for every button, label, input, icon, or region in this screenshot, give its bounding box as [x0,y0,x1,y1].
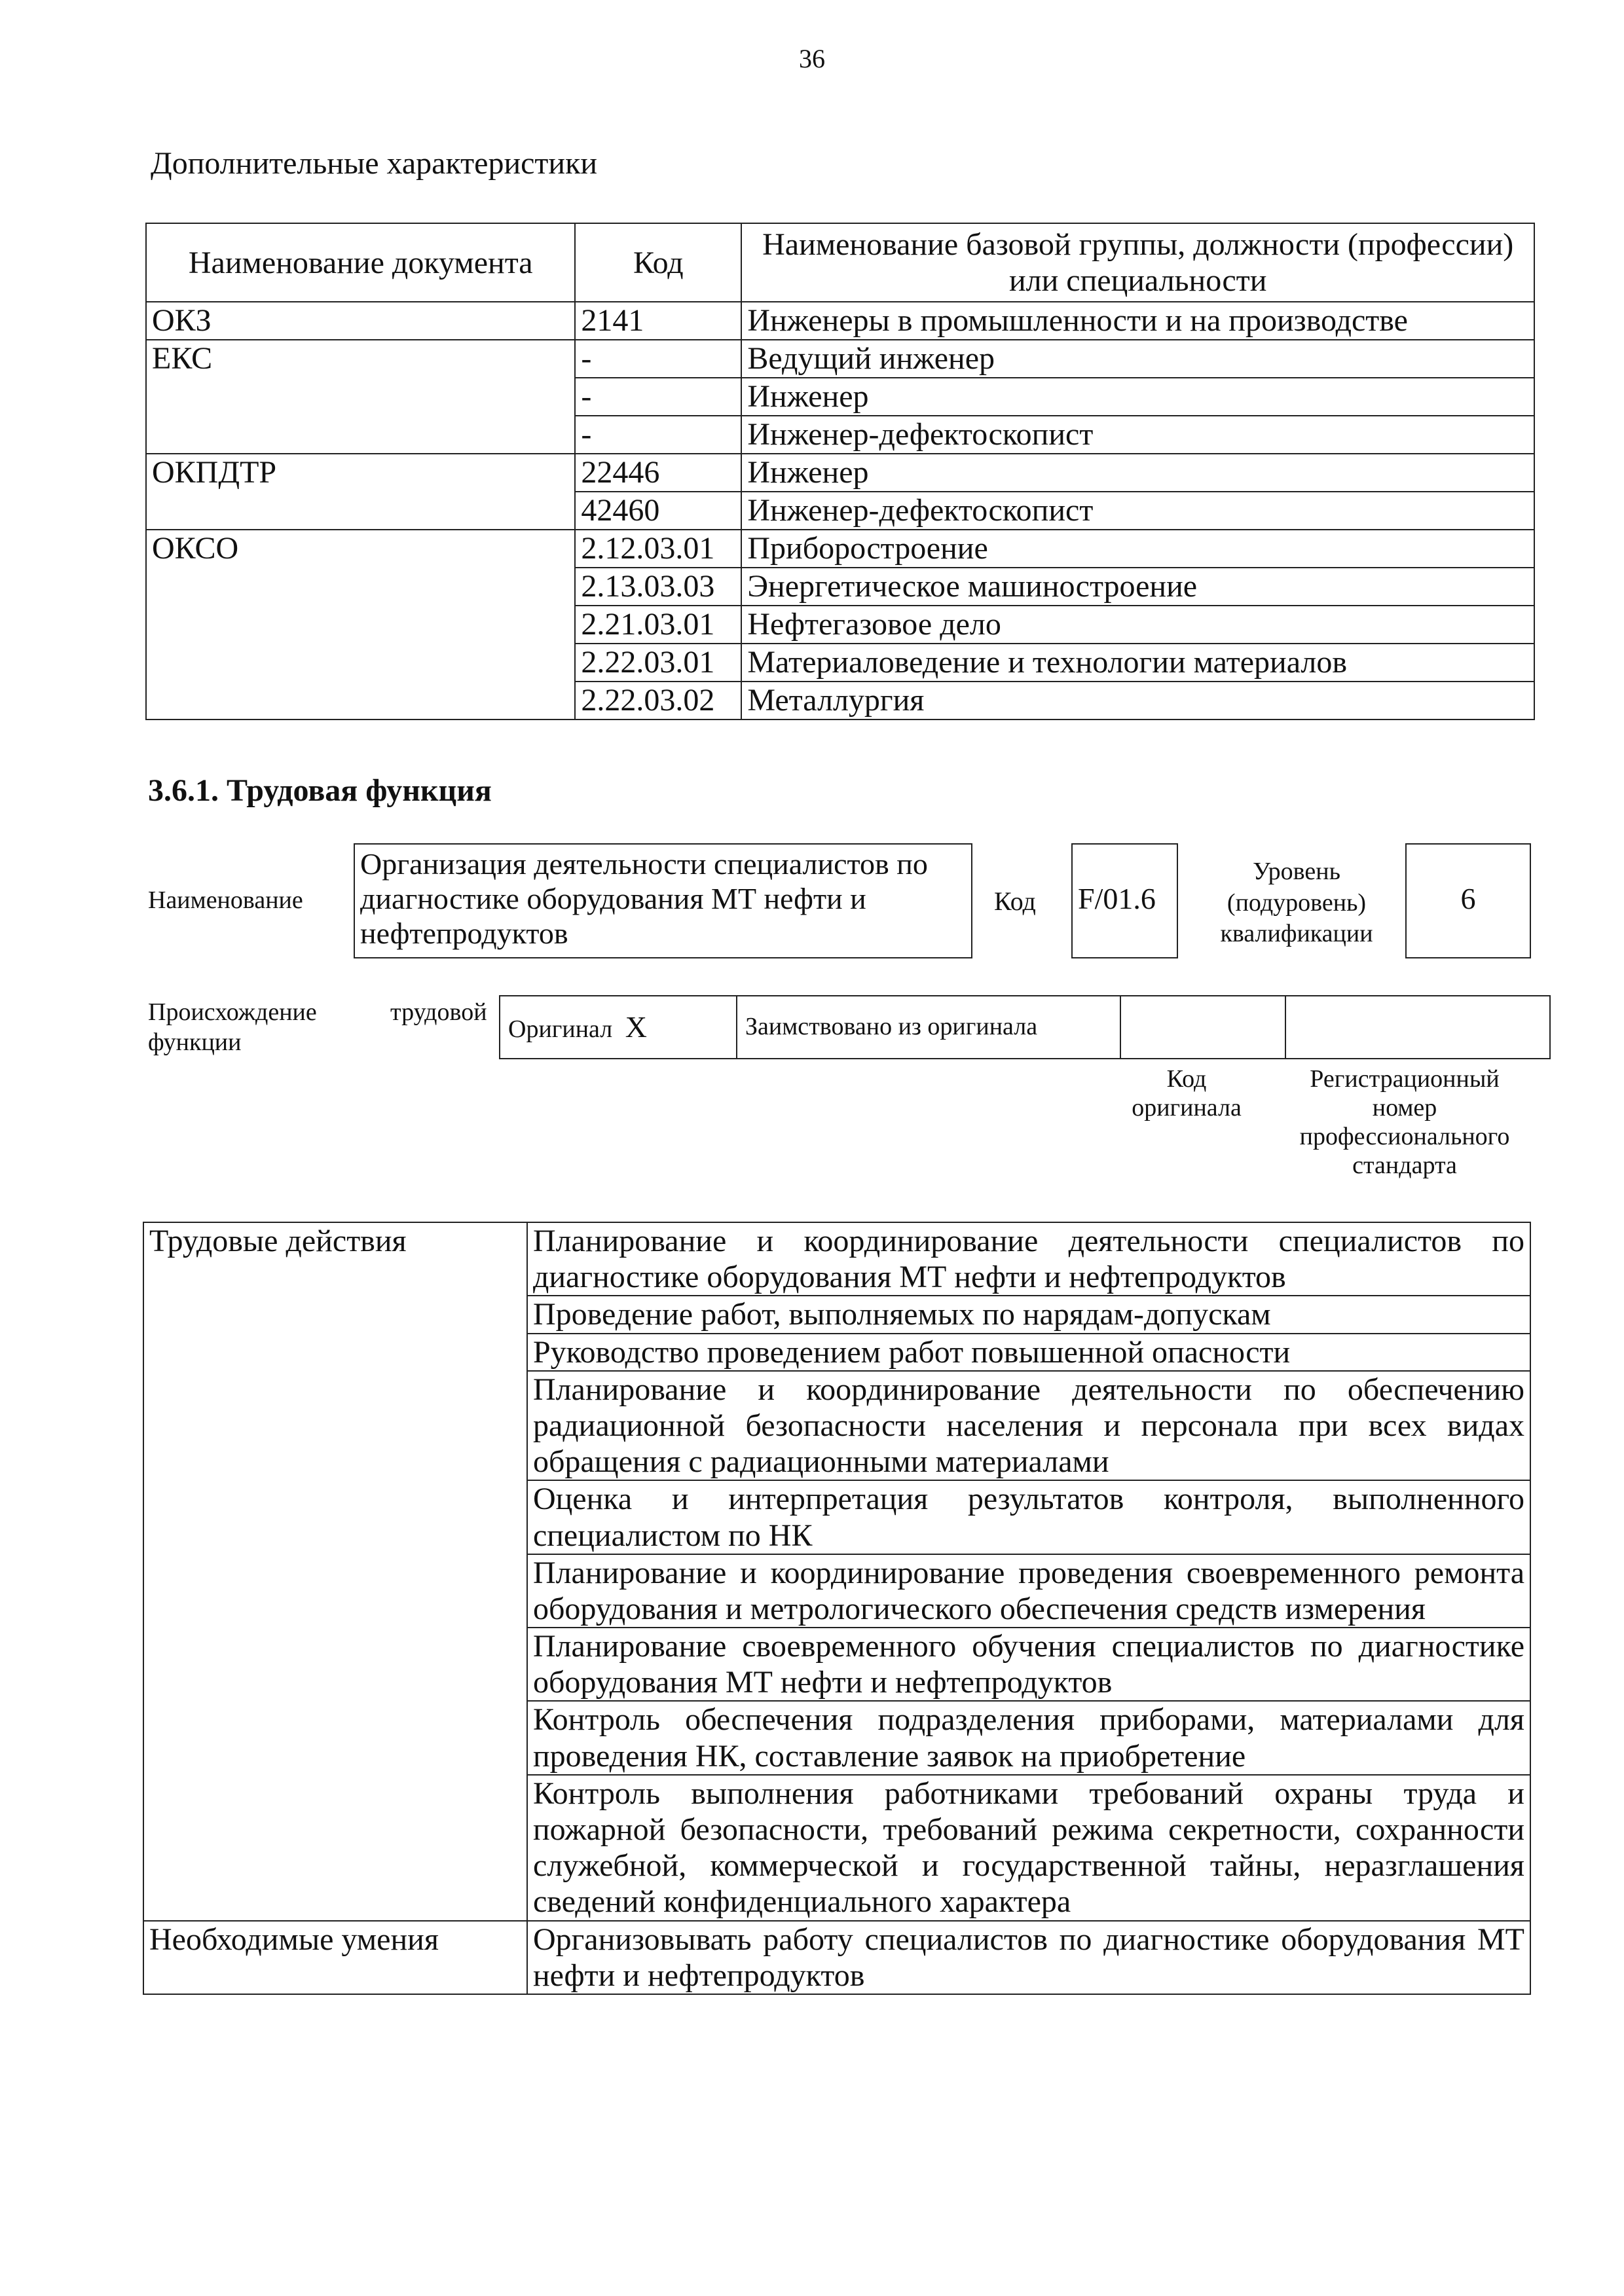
name-cell: Инженер [741,454,1534,492]
origin-table [499,995,1551,1059]
original-code-cell [1120,996,1285,1059]
name-cell: Материаловедение и технологии материалов [741,644,1534,682]
table-row [146,454,1534,492]
origin-borrowed-cell: Заимствовано из оригинала [737,996,1120,1059]
page-number: 36 [799,44,825,73]
empty-label-cell [143,1371,527,1481]
origin-label-part: трудовой [390,998,487,1026]
table-row [143,1628,1530,1701]
code-cell: 2.21.03.01 [575,606,741,644]
table-row [146,340,1534,378]
doc-cell: ОКПДТР [146,454,575,492]
skills-label: Необходимые умения [143,1921,527,1994]
table-row [143,1701,1530,1774]
table-row [146,682,1534,720]
doc-cell [146,568,575,606]
name-cell: Инженер-дефектоскопист [741,416,1534,454]
function-code-box: F/01.6 [1071,843,1178,958]
table-row [146,492,1534,530]
labor-action: Планирование и координирование деятельности по обеспечению радиационной безопасности населения и персонала при всех видах обращения с радиационными материалами [527,1371,1530,1481]
labor-action: Контроль выполнения работниками требований охраны труда и пожарной безопасности, требований режима секретности, сохранности служебной, коммерческой и государственной тайны, неразглашения сведений конфиденциального характера [527,1775,1530,1921]
table-row [146,606,1534,644]
origin-label-part: Происхождение [148,998,317,1026]
reg-number-label-line: профессионального [1299,1123,1510,1150]
empty-label-cell [143,1480,527,1554]
name-cell: Энергетическое машиностроение [741,568,1534,606]
skill-item: Организовывать работу специалистов по диагностике оборудования МТ нефти и нефтепродуктов [527,1921,1530,1994]
table-row [146,644,1534,682]
code-cell: 2141 [575,302,741,340]
name-cell: Металлургия [741,682,1534,720]
name-label: Наименование [148,886,303,914]
table-row [143,1480,1530,1554]
code-cell: 2.22.03.01 [575,644,741,682]
labor-action: Планирование своевременного обучения специалистов по диагностике оборудования МТ нефти и нефтепродуктов [527,1628,1530,1701]
doc-cell [146,378,575,416]
code-cell: - [575,378,741,416]
origin-mark: X [625,1010,647,1044]
labor-action: Планирование и координирование деятельности специалистов по диагностике оборудования МТ нефти и нефтепродуктов [527,1222,1530,1296]
code-cell: - [575,340,741,378]
empty-label-cell [143,1296,527,1333]
code-cell: 2.12.03.01 [575,530,741,568]
labor-action: Руководство проведением работ повышенной опасности [527,1334,1530,1371]
name-cell: Инженер-дефектоскопист [741,492,1534,530]
code-cell: 2.22.03.02 [575,682,741,720]
level-label-line: квалификации [1220,920,1373,947]
table-row [146,568,1534,606]
name-cell: Приборостроение [741,530,1534,568]
table-row [143,1921,1530,1994]
labor-action: Планирование и координирование проведения своевременного ремонта оборудования и метрологического обеспечения средств измерения [527,1554,1530,1628]
original-code-label-line: Код [1166,1065,1207,1093]
reg-number-label-line: номер [1372,1094,1437,1121]
doc-cell [146,644,575,682]
origin-label-part: функции [148,1029,242,1056]
empty-label-cell [143,1628,527,1701]
code-cell: 2.13.03.03 [575,568,741,606]
header-code: Код [575,223,741,302]
doc-cell: ОКСО [146,530,575,568]
reg-number-label-line: Регистрационный [1310,1065,1500,1093]
table-row [146,416,1534,454]
reg-number-label-line: стандарта [1352,1152,1457,1179]
name-cell: Инженеры в промышленности и на производстве [741,302,1534,340]
doc-cell: ОКЗ [146,302,575,340]
name-cell: Ведущий инженер [741,340,1534,378]
qualification-level-box: 6 [1405,843,1531,958]
section-title: Дополнительные характеристики [151,146,598,181]
table-row [146,378,1534,416]
labor-action: Контроль обеспечения подразделения приборами, материалами для проведения НК, составление заявок на приобретение [527,1701,1530,1774]
header-group-name: Наименование базовой группы, должности (профессии) или специальности [741,223,1534,302]
origin-original-cell [500,996,737,1059]
table-row [146,302,1534,340]
table-header-row [146,223,1534,302]
code-cell: - [575,416,741,454]
labor-action: Проведение работ, выполняемых по нарядам-допускам [527,1296,1530,1333]
table-row [143,1296,1530,1333]
empty-label-cell [143,1334,527,1371]
reg-number-cell [1285,996,1550,1059]
level-label-line: Уровень [1253,858,1340,885]
level-label-line: (подуровень) [1227,888,1367,917]
labor-action: Оценка и интерпретация результатов контроля, выполненного специалистом по НК [527,1480,1530,1554]
doc-cell [146,416,575,454]
doc-cell: ЕКС [146,340,575,378]
additional-characteristics-table [145,223,1535,720]
code-label: Код [994,886,1036,916]
labor-function-table [143,1222,1531,1995]
labor-function-heading: 3.6.1. Трудовая функция [148,773,492,808]
name-cell: Нефтегазовое дело [741,606,1534,644]
table-row [143,1334,1530,1371]
code-cell: 22446 [575,454,741,492]
origin-original-label: Оригинал [508,1015,613,1043]
table-row [146,530,1534,568]
name-cell: Инженер [741,378,1534,416]
registration-number-label [1270,1065,1539,1180]
empty-label-cell [143,1554,527,1628]
labor-actions-label: Трудовые действия [143,1222,527,1296]
empty-label-cell [143,1701,527,1774]
doc-cell [146,606,575,644]
empty-label-cell [143,1775,527,1921]
original-code-label-line: оригинала [1132,1094,1242,1121]
table-row [143,1554,1530,1628]
original-code-label [1095,1065,1278,1122]
doc-cell [146,682,575,720]
table-row [143,1371,1530,1481]
header-document-name: Наименование документа [146,223,575,302]
function-name-box: Организация деятельности специалистов по диагностике оборудования МТ нефти и нефтепродуктов [354,843,972,958]
doc-cell [146,492,575,530]
qualification-level-label [1198,856,1395,950]
table-row [143,1775,1530,1921]
code-cell: 42460 [575,492,741,530]
table-row [143,1222,1530,1296]
